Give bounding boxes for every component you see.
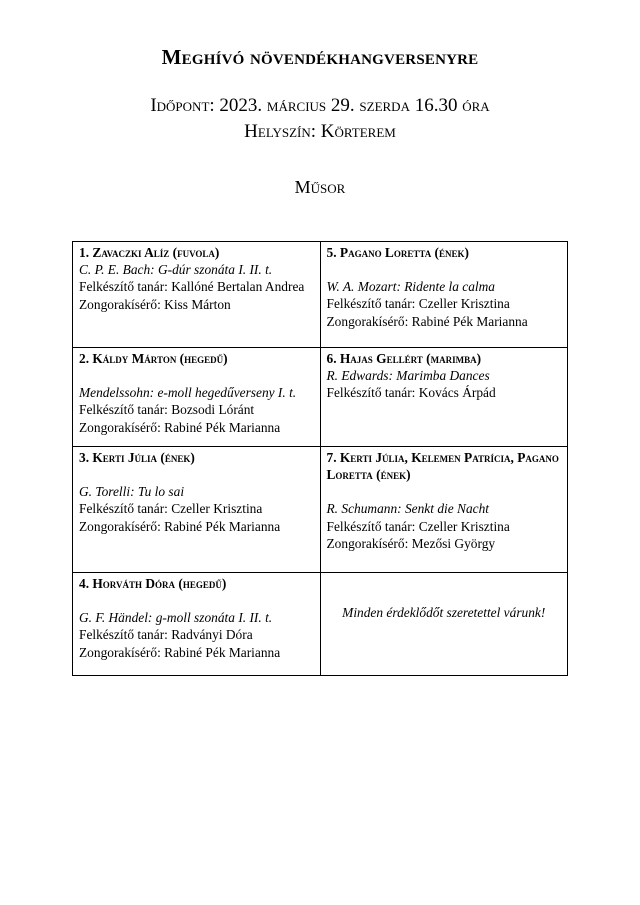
program-row bbox=[73, 447, 568, 573]
performer-title: 1. Zavaczki Alíz (fuvola) bbox=[79, 245, 220, 260]
spacer bbox=[79, 466, 314, 483]
program-row bbox=[73, 348, 568, 447]
program-item-7 bbox=[320, 447, 568, 573]
closing-cell bbox=[320, 573, 568, 676]
closing-message: Minden érdeklődőt szeretettel várunk! bbox=[342, 605, 546, 620]
event-venue: Helyszín: Körterem bbox=[244, 121, 396, 142]
performer-title: 3. Kerti Júlia (ének) bbox=[79, 450, 195, 465]
program-item-1 bbox=[73, 242, 321, 348]
accompanist: Zongorakísérő: Rabiné Pék Marianna bbox=[79, 419, 281, 435]
accompanist: Zongorakísérő: Rabiné Pék Marianna bbox=[79, 644, 281, 660]
accompanist: Zongorakísérő: Mezősi György bbox=[326, 535, 496, 551]
invitation-title: Meghívó növendékhangversenyre bbox=[161, 45, 479, 69]
program-item-2 bbox=[73, 348, 321, 447]
spacer bbox=[327, 575, 562, 592]
performer-title: 4. Horváth Dóra (hegedű) bbox=[79, 576, 227, 591]
program-item-3 bbox=[73, 447, 321, 573]
piece: C. P. E. Bach: G-dúr szonáta I. II. t. bbox=[79, 262, 273, 278]
spacer bbox=[79, 367, 314, 384]
piece: G. F. Händel: g-moll szonáta I. II. t. bbox=[79, 610, 273, 626]
program-table bbox=[72, 241, 568, 676]
accompanist: Zongorakísérő: Kiss Márton bbox=[79, 296, 231, 312]
piece: G. Torelli: Tu lo sai bbox=[79, 484, 185, 500]
performer-title: 5. Pagano Loretta (ének) bbox=[326, 245, 469, 260]
teacher: Felkészítő tanár: Kallóné Bertalan Andrea bbox=[79, 279, 305, 295]
piece: W. A. Mozart: Ridente la calma bbox=[326, 279, 495, 295]
teacher: Felkészítő tanár: Bozsodi Lóránt bbox=[79, 402, 255, 418]
teacher: Felkészítő tanár: Radványi Dóra bbox=[79, 627, 253, 643]
teacher: Felkészítő tanár: Kovács Árpád bbox=[326, 385, 496, 401]
program-row bbox=[73, 573, 568, 676]
piece: Mendelssohn: e-moll hegedűverseny I. t. bbox=[79, 385, 297, 401]
teacher: Felkészítő tanár: Czeller Krisztina bbox=[326, 518, 510, 534]
program-item-4 bbox=[73, 573, 321, 676]
performer-title: 7. Kerti Júlia, Kelemen Patrícia, Pagano Loretta (ének) bbox=[326, 450, 559, 483]
spacer bbox=[79, 592, 314, 609]
piece: R. Edwards: Marimba Dances bbox=[326, 368, 490, 384]
program-heading: Műsor bbox=[294, 177, 346, 197]
performer-title: 6. Hajas Gellért (marimba) bbox=[326, 351, 482, 366]
performer-title: 2. Káldy Márton (hegedű) bbox=[79, 351, 228, 366]
event-time: Időpont: 2023. március 29. szerda 16.30 óra bbox=[150, 95, 490, 116]
teacher: Felkészítő tanár: Czeller Krisztina bbox=[79, 501, 263, 517]
accompanist: Zongorakísérő: Rabiné Pék Marianna bbox=[326, 313, 528, 329]
program-item-6 bbox=[320, 348, 568, 447]
program-row bbox=[73, 242, 568, 348]
teacher: Felkészítő tanár: Czeller Krisztina bbox=[326, 296, 510, 312]
spacer bbox=[327, 261, 562, 278]
spacer bbox=[327, 483, 562, 500]
accompanist: Zongorakísérő: Rabiné Pék Marianna bbox=[79, 518, 281, 534]
piece: R. Schumann: Senkt die Nacht bbox=[326, 501, 490, 517]
program-item-5 bbox=[320, 242, 568, 348]
